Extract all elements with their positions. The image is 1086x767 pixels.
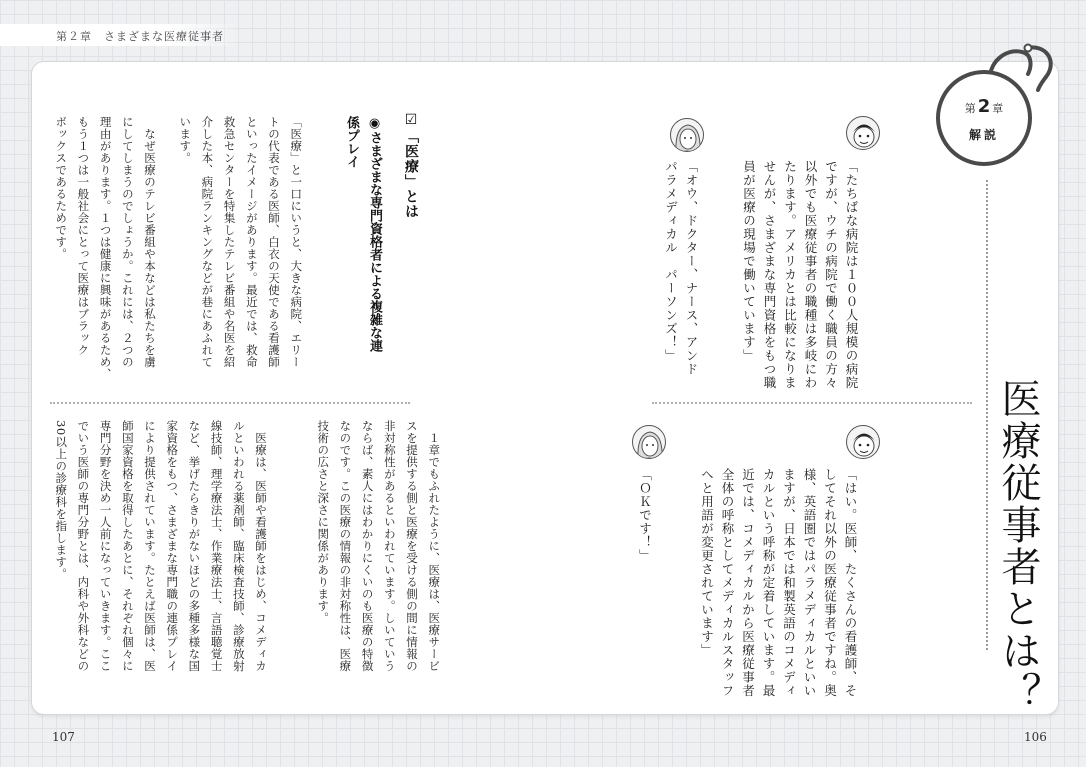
paragraph-3: １章でもふれたように、医療は、医療サービ スを提供する側と医療を受ける側の間に情報の 非対称性があるといわれています。しいていう ならば、素人にはわかりにくいのも医療の特徴 なのです。この医療の情報の非対称性は、医療 技術の広さと深さに関係があります。 (316, 420, 442, 672)
heading-open-quote: 「 (403, 129, 419, 144)
column-divider (50, 402, 410, 404)
section-heading (398, 112, 424, 219)
badge-number: 2 (977, 96, 991, 117)
chapter-header-title: 第２章 さまざまな医療従事者 (56, 30, 224, 43)
badge-prefix: 第 (964, 102, 976, 115)
paragraph-1: 「医療」と一口にいうと、大きな病院、エリー トの代表である医師、白衣の天使である看護師 といったイメージがあります。最近では、救命 救急センターを特集したテレビ番組や名医を紹 介した本、病院ランキングなどが巷にあふれて います。 (178, 116, 304, 368)
page-number-right: 106 (1024, 730, 1047, 744)
page-number-left: 107 (52, 730, 75, 744)
nurse-avatar-icon (632, 425, 666, 459)
section-subheading (340, 116, 386, 352)
dialogue-doctor-2: 「はい。医師、たくさんの看護師、そ してそれ以外の医療従事者ですね。奥 様、英語圏ではパラメディカルといい ますが、日本では和製英語のコメディ カルという呼称が定着しています。最 近では、コメディカルから医療従事者 全体の呼称としてメディカルスタッフ へと用語が変更されています」 (699, 468, 858, 698)
chapter-header (0, 24, 240, 46)
vertical-divider (986, 180, 988, 650)
paragraph-4: 医療は、医師や看護師をはじめ、コメディカ ルといわれる薬剤師、臨床検査技師、診療放射 線技師、理学療法士、作業療法士、言語聴覚士 など、挙げたらきりがないほどの多種多様な国 家資格をもつ、さまざまな専門職の連係プレイ により提供されています。たとえば医師は、医 師国家資格を取得したあとに、それぞれ個々に 専門分野を決め一人前になっていきます。ここ でいう医師の専門分野とは、内科や外科などの 30以上の診療科を指します。 (54, 420, 269, 672)
dialogue-divider (652, 402, 972, 404)
checkbox-icon: ☑ (403, 112, 419, 129)
badge-suffix: 章 (992, 102, 1004, 115)
doctor-avatar-icon (846, 425, 880, 459)
dialogue-nurse-1: 「オウ、ドクター、ナース、アンド パラメディカル パーソンズ！」 (663, 160, 699, 376)
nurse-avatar-icon (670, 118, 704, 152)
doctor-avatar-icon (846, 116, 880, 150)
page-title: 医療従事者とは？ (995, 378, 1041, 714)
subheading-text: さまざまな専門資格者による複雑な連 係プレイ (344, 116, 382, 352)
dialogue-doctor-1: 「たちばな病院は１００人規模の病院 ですが、ウチの病院で働く職員の方々 以外でも医療従事者の職種は多岐にわ たります。アメリカとは比較になりま せんが、さまざまな専門資格をもつ職 員が医療の現場で働いています」 (741, 160, 859, 390)
chapter-number (940, 96, 1028, 117)
heading-close: 」とは (403, 174, 419, 219)
chapter-badge (936, 70, 1032, 166)
paragraph-2: なぜ医療のテレビ番組や本などは私たちを虜 にしてしまうのでしょうか。これには、２つの 理由があります。１つは健康に興味があるため、 もう１つは一般社会にとって医療はブラック ボックスであるためです。 (54, 116, 158, 380)
bullet-icon: ◉ (367, 116, 382, 131)
dialogue-nurse-2: 「ＯＫです！」 (637, 468, 653, 563)
heading-term: 医療 (403, 144, 419, 174)
badge-label: 解説 (968, 128, 999, 142)
